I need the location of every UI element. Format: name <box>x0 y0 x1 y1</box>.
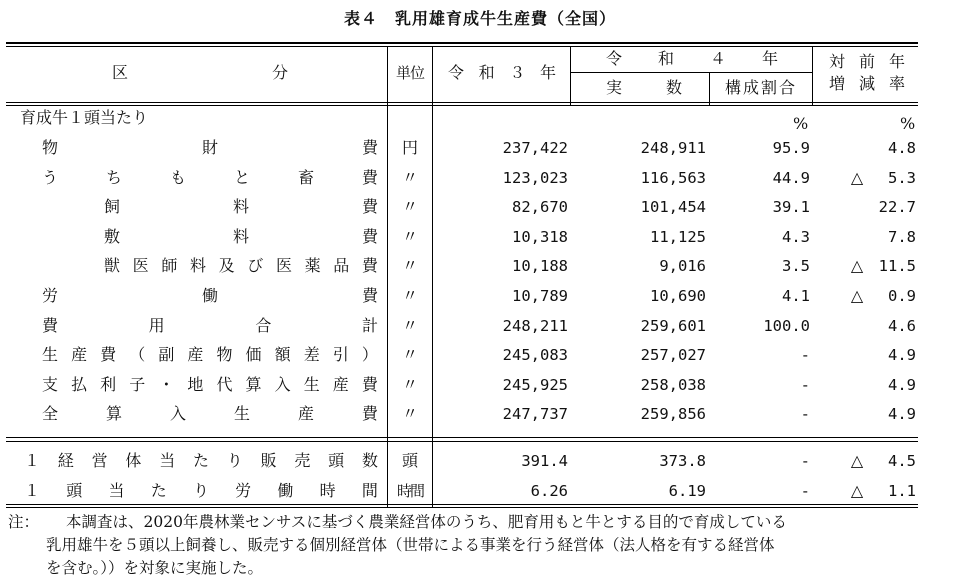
row-label-char: ） <box>361 345 378 365</box>
row-zogen-value: 0.9 <box>888 287 916 305</box>
row-zogen-value: 1.1 <box>888 482 916 500</box>
row-kosei-value: 4.3 <box>782 227 810 246</box>
header-r3-char: ３ <box>509 63 526 82</box>
header-kosei: 構成割合 <box>724 78 797 97</box>
header-zogen-char: 減 <box>858 74 875 93</box>
row-label-char: も <box>169 167 186 187</box>
row-unit: 〃 <box>401 167 418 187</box>
row-label-char: 計 <box>361 315 378 335</box>
row-decrease-mark: △ <box>850 167 864 187</box>
row-decrease-mark: △ <box>850 481 864 500</box>
row-label-char: 敷 <box>104 226 121 246</box>
row-r4-value: 10,690 <box>650 287 706 305</box>
row-label-char: 飼 <box>104 197 121 217</box>
row-label-char: 産 <box>71 345 88 365</box>
row-r3-value: 245,925 <box>502 375 568 394</box>
row-label-char: 営 <box>91 451 108 470</box>
row-label-char: 全 <box>42 404 59 424</box>
header-zogen-char: 対 <box>829 52 846 71</box>
header-r4-char: 年 <box>761 49 778 68</box>
section-rule-1 <box>6 437 918 438</box>
row-r3-value: 237,422 <box>502 139 568 157</box>
row-unit: 〃 <box>401 315 418 335</box>
row-label-char: 費 <box>42 315 59 335</box>
r4-subheader-rule <box>570 72 812 73</box>
header-r3 <box>448 63 556 83</box>
row-unit: 〃 <box>401 286 418 305</box>
row-r4-value: 101,454 <box>640 198 706 217</box>
header-kubun-char: 分 <box>271 63 288 82</box>
row-kosei-value: 44.9 <box>772 168 810 187</box>
row-label-char: 料 <box>232 226 249 246</box>
row-kosei-value: 39.1 <box>772 198 810 217</box>
top-rule-thick <box>6 42 918 44</box>
row-label-char: 入 <box>274 374 291 394</box>
row-zogen-value: 4.9 <box>888 346 916 365</box>
row-label-char: 価 <box>245 345 262 365</box>
header-jissu-char: 数 <box>665 78 682 97</box>
row-label-char: 入 <box>169 404 186 424</box>
col-divider-r4-left <box>570 46 571 105</box>
row-label-char: （ <box>129 345 146 365</box>
row-label-char: 物 <box>42 138 59 157</box>
row-r3-value: 248,211 <box>502 316 568 335</box>
row-label-char: 費 <box>100 345 117 365</box>
row-label-char: 数 <box>361 451 378 470</box>
row-zogen-value: 4.9 <box>888 375 916 394</box>
header-r3-char: 年 <box>539 63 556 82</box>
row-label <box>42 168 378 188</box>
row-r4-value: 373.8 <box>659 452 706 470</box>
row-label <box>24 451 378 471</box>
row-label-char: 販 <box>260 451 277 470</box>
header-r4-char: 令 <box>606 49 623 68</box>
row-label-char: 費 <box>361 167 378 187</box>
row-decrease-mark: △ <box>850 256 864 276</box>
row-label <box>42 316 378 336</box>
row-r4-value: 116,563 <box>640 168 706 187</box>
row-label-char: 当 <box>159 451 176 470</box>
top-rule-thin <box>6 46 918 47</box>
row-label-char: １ <box>24 481 41 500</box>
row-unit: 〃 <box>401 256 418 276</box>
row-label-char: 医 <box>275 256 292 276</box>
header-unit: 単位 <box>395 64 424 82</box>
row-r4-value: 11,125 <box>650 227 706 246</box>
percent-kosei: % <box>793 114 809 133</box>
row-label-char: う <box>42 167 59 187</box>
row-kosei-value: - <box>800 346 810 365</box>
row-label-char: 引 <box>332 345 349 365</box>
row-label-char: り <box>192 481 209 500</box>
row-label <box>24 481 378 501</box>
row-label <box>104 227 378 247</box>
row-label-char: １ <box>24 451 41 470</box>
row-unit: 時間 <box>396 482 423 500</box>
row-zogen-value: 22.7 <box>878 198 916 217</box>
row-zogen-value: 7.8 <box>888 227 916 246</box>
header-jissu-char: 実 <box>606 78 623 97</box>
header-zogen-char: 年 <box>888 52 905 71</box>
row-r3-value: 6.26 <box>530 482 568 500</box>
bottom-rule-2 <box>6 507 918 508</box>
row-label-char: 算 <box>245 374 262 394</box>
row-kosei-value: - <box>800 452 810 470</box>
note-line-1: 本調査は、2020年農林業センサスに基づく農業経営体のうち、肥育用もと牛とする目的で育成している <box>66 513 787 531</box>
row-r4-value: 259,601 <box>640 316 706 335</box>
header-r3-char: 令 <box>448 63 465 82</box>
row-label-char: 代 <box>216 374 233 394</box>
row-unit: 〃 <box>401 404 418 424</box>
row-unit: 頭 <box>401 451 418 470</box>
row-label-char: 産 <box>187 345 204 365</box>
col-divider-unit-left <box>387 46 388 507</box>
row-r4-value: 6.19 <box>668 482 706 500</box>
row-zogen-value: 11.5 <box>878 257 916 276</box>
row-label <box>42 375 378 395</box>
row-label-char: 獣 <box>104 256 121 276</box>
header-r4 <box>606 49 778 69</box>
table-title: 表４ 乳用雄育成牛生産費（全国） <box>343 9 616 28</box>
row-label-char: ち <box>105 167 122 187</box>
row-label-char: 師 <box>161 256 178 276</box>
header-r4-char: 和 <box>657 49 674 68</box>
row-label-char: 子 <box>129 374 146 394</box>
row-label-char: ・ <box>158 374 175 394</box>
row-r3-value: 247,737 <box>502 405 568 424</box>
row-zogen-value: 4.5 <box>888 452 916 470</box>
row-label-char: 用 <box>148 315 165 335</box>
row-label-char: 費 <box>361 286 378 305</box>
row-kosei-value: 3.5 <box>782 257 810 276</box>
row-r4-value: 9,016 <box>659 257 706 276</box>
row-zogen-value: 5.3 <box>888 168 916 187</box>
row-label-char: 体 <box>125 451 142 470</box>
row-r4-value: 258,038 <box>640 375 706 394</box>
row-kosei-value: - <box>800 405 810 424</box>
percent-zogen: % <box>900 114 916 133</box>
row-label-char: 品 <box>333 256 350 276</box>
row-label-char: 費 <box>361 404 378 424</box>
row-label <box>104 197 378 217</box>
row-label <box>42 138 378 158</box>
header-zogen-char: 前 <box>858 52 875 71</box>
row-label-char: 生 <box>42 345 59 365</box>
section-rule-2 <box>6 441 918 442</box>
row-label <box>42 286 378 306</box>
header-r4-char: ４ <box>709 49 726 68</box>
row-label-char: 医 <box>132 256 149 276</box>
row-kosei-value: 100.0 <box>763 316 810 335</box>
row-zogen-value: 4.9 <box>888 405 916 424</box>
row-label-char: 支 <box>42 374 59 394</box>
row-label-char: 額 <box>274 345 291 365</box>
header-kubun <box>112 63 288 83</box>
header-bottom-rule-2 <box>6 105 918 106</box>
row-label-char: 畜 <box>297 167 314 187</box>
row-label-char: 費 <box>361 256 378 276</box>
row-label-char: 費 <box>361 226 378 246</box>
header-zogen-top <box>829 52 905 72</box>
row-label-char: 差 <box>303 345 320 365</box>
row-label-char: 生 <box>233 404 250 424</box>
row-label-char: 頭 <box>66 481 83 500</box>
row-label <box>42 345 378 365</box>
note-prefix: 注： <box>8 513 40 531</box>
row-label-char: 薬 <box>304 256 321 276</box>
row-r3-value: 245,083 <box>502 346 568 365</box>
row-label-char: と <box>233 167 250 187</box>
row-label-char: 経 <box>57 451 74 470</box>
row-label-char: り <box>226 451 243 470</box>
row-label <box>42 404 378 424</box>
row-label-char: 時 <box>319 481 336 500</box>
note-line-2: 乳用雄牛を５頭以上飼養し、販売する個別経営体（世帯による事業を行う経営体（法人格を有する経営体 <box>46 536 775 554</box>
row-label-char: 生 <box>303 374 320 394</box>
row-label-char: 算 <box>105 404 122 424</box>
header-r3-char: 和 <box>478 63 495 82</box>
row-label-char: 副 <box>158 345 175 365</box>
row-label-char: 及 <box>218 256 235 276</box>
header-jissu <box>606 78 682 98</box>
row-kosei-value: 4.1 <box>782 287 810 305</box>
row-unit: 〃 <box>401 374 418 394</box>
row-label-char: た <box>192 451 209 470</box>
row-r4-value: 248,911 <box>640 139 706 157</box>
note-line-3: を含む。））を対象に実施した。 <box>46 559 264 577</box>
row-kosei-value: - <box>800 482 810 500</box>
header-kubun-char: 区 <box>112 63 129 82</box>
section-label: 育成牛１頭当たり <box>20 108 149 127</box>
row-decrease-mark: △ <box>850 286 864 305</box>
row-label-char: 合 <box>255 315 272 335</box>
row-kosei-value: 95.9 <box>772 139 810 157</box>
row-unit: 〃 <box>401 226 418 246</box>
row-label-char: 払 <box>71 374 88 394</box>
row-label-char: 働 <box>201 286 218 305</box>
row-label-char: 費 <box>361 138 378 157</box>
row-kosei-value: - <box>800 375 810 394</box>
header-bottom-rule-1 <box>6 102 918 103</box>
row-label-char: 労 <box>235 481 252 500</box>
row-zogen-value: 4.8 <box>888 139 916 157</box>
row-unit: 〃 <box>401 197 418 217</box>
row-decrease-mark: △ <box>850 451 864 470</box>
row-r3-value: 10,318 <box>512 227 568 246</box>
header-zogen-char: 率 <box>888 74 905 93</box>
row-label-char: 物 <box>216 345 233 365</box>
row-r3-value: 82,670 <box>512 198 568 217</box>
row-label <box>104 256 378 276</box>
row-r3-value: 123,023 <box>502 168 568 187</box>
col-divider-unit-right <box>432 46 433 507</box>
row-r3-value: 10,789 <box>512 287 568 305</box>
row-label-char: 頭 <box>328 451 345 470</box>
row-label-char: 費 <box>361 374 378 394</box>
row-r3-value: 391.4 <box>521 452 568 470</box>
row-label-char: 産 <box>297 404 314 424</box>
row-label-char: 当 <box>108 481 125 500</box>
row-r3-value: 10,188 <box>512 257 568 276</box>
row-r4-value: 257,027 <box>640 346 706 365</box>
row-label-char: 利 <box>100 374 117 394</box>
row-label-char: 労 <box>42 286 59 305</box>
row-unit: 円 <box>401 138 418 157</box>
header-zogen-bottom <box>829 74 905 94</box>
bottom-rule-1 <box>6 504 918 505</box>
row-label-char: た <box>150 481 167 500</box>
row-label-char: 財 <box>201 138 218 157</box>
row-label-char: 費 <box>361 197 378 217</box>
col-divider-zogen-left <box>812 46 813 105</box>
row-label-char: 地 <box>187 374 204 394</box>
row-label-char: 料 <box>232 197 249 217</box>
header-zogen-char: 増 <box>829 74 846 93</box>
row-label-char: び <box>247 256 264 276</box>
row-label-char: 料 <box>189 256 206 276</box>
row-zogen-value: 4.6 <box>888 316 916 335</box>
row-label-char: 売 <box>294 451 311 470</box>
row-r4-value: 259,856 <box>640 405 706 424</box>
row-unit: 〃 <box>401 345 418 365</box>
row-label-char: 産 <box>332 374 349 394</box>
row-label-char: 間 <box>361 481 378 500</box>
row-label-char: 働 <box>277 481 294 500</box>
